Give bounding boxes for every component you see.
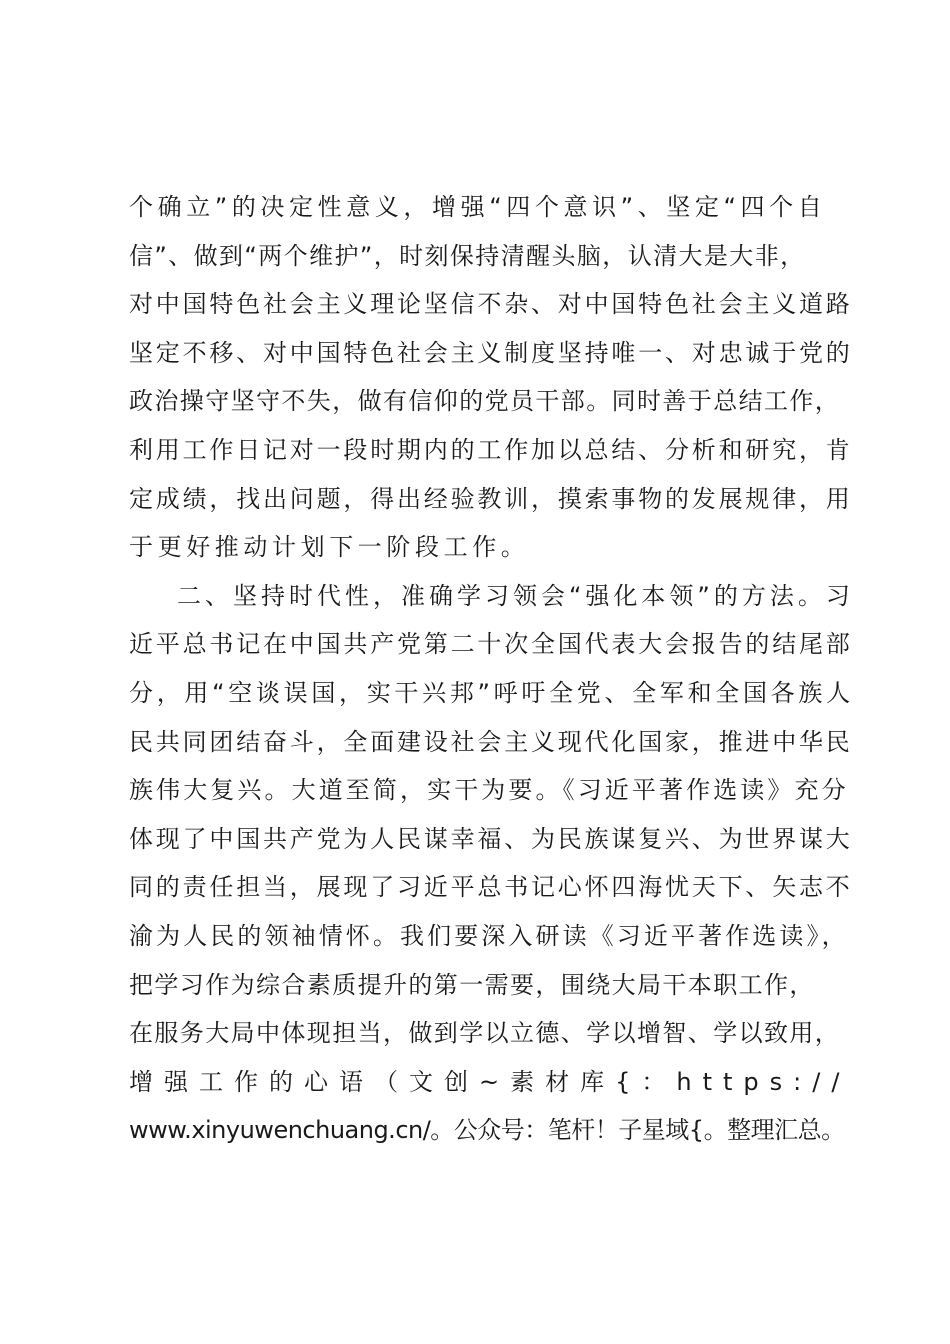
paragraph-start-line: 二、坚持时代性，准确学习领会“强化本领”的方法。习 [177, 581, 854, 610]
text-line: 信”、做到“两个维护”，时刻保持清醒头脑，认清大是大非， [129, 241, 806, 270]
text-line: 民共同团结奋斗，全面建设社会主义现代化国家，推进中华民 [129, 727, 853, 756]
body-text [129, 183, 854, 1155]
text-line: 政治操守坚守不失，做有信仰的党员干部。同时善于总结工作， [129, 387, 841, 416]
text-line: 分，用“空谈误国，实干兴邦”呼吁全党、全军和全国各族人 [129, 678, 854, 707]
text-line: 族伟大复兴。大道至简，实干为要。《习近平著作选读》充分 [129, 776, 849, 805]
text-line: 体现了中国共产党为人民谋幸福、为民族谋复兴、为世界谋大 [129, 824, 853, 853]
text-line: 个确立”的决定性意义，增强“四个意识”、坚定“四个自 [129, 193, 827, 221]
text-line: 近平总书记在中国共产党第二十次全国代表大会报告的结尾部 [129, 630, 853, 659]
text-line: 同的责任担当，展现了习近平总书记心怀四海忧天下、矢志不 [129, 873, 853, 902]
text-line: 定成绩，找出问题，得出经验教训，摸索事物的发展规律，用 [129, 484, 853, 513]
text-line: 坚定不移、对中国特色社会主义制度坚持唯一、对忠诚于党的 [129, 338, 853, 367]
text-line: 对中国特色社会主义理论坚信不杂、对中国特色社会主义道路 [129, 290, 853, 319]
text-line: 增强工作的心语（文创~素材库{：https:// [129, 1067, 851, 1096]
text-line: 把学习作为综合素质提升的第一需要，围绕大局干本职工作， [129, 970, 815, 999]
text-line: 在服务大局中体现担当，做到学以立德、学以增智、学以致用， [129, 1019, 841, 1048]
text-line: 利用工作日记对一段时期内的工作加以总结、分析和研究，肯 [129, 435, 853, 464]
text-line: 于更好推动计划下一阶段工作。 [129, 533, 530, 562]
text-line: 渝为人民的领袖情怀。我们要深入研读《习近平著作选读》， [129, 921, 849, 950]
source-url-line: www.xinyuwenchuang.cn/。公众号：笔杆！子星域{。整理汇总。 [129, 1116, 845, 1145]
